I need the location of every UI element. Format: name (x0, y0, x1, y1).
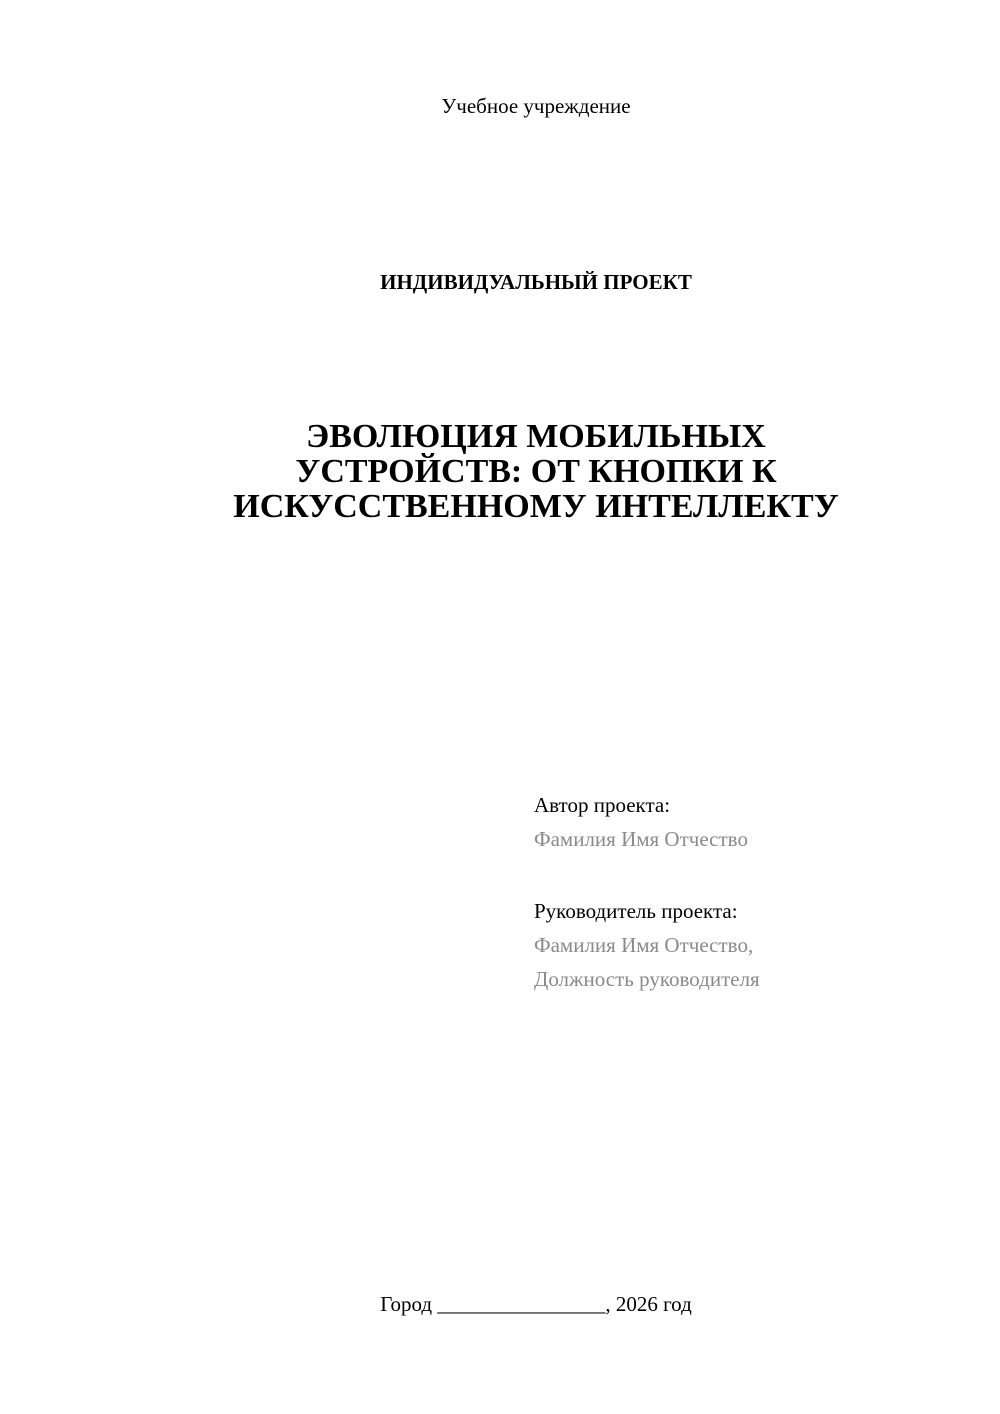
supervisor-position-placeholder: Должность руководителя (534, 967, 760, 991)
city-blank-line: ________________ (437, 1292, 606, 1316)
project-type-heading: ИНДИВИДУАЛЬНЫЙ ПРОЕКТ (380, 270, 692, 294)
project-title (150, 419, 922, 524)
author-block (534, 788, 954, 856)
project-title-line: ИСКУССТВЕННОМУ ИНТЕЛЛЕКТУ (233, 488, 839, 525)
supervisor-label: Руководитель проекта: (534, 899, 738, 923)
author-name-placeholder: Фамилия Имя Отчество (534, 827, 748, 851)
city-label: Город (380, 1292, 433, 1316)
institution-name: Учебное учреждение (441, 94, 631, 118)
credits-block (534, 788, 954, 1034)
author-label: Автор проекта: (534, 793, 671, 817)
city-year-footer (0, 1289, 1000, 1319)
project-title-line: ЭВОЛЮЦИЯ МОБИЛЬНЫХ (306, 418, 766, 455)
supervisor-block (534, 894, 954, 996)
supervisor-name-placeholder: Фамилия Имя Отчество, (534, 933, 754, 957)
project-title-line: УСТРОЙСТВ: ОТ КНОПКИ К (295, 453, 777, 490)
year-text: , 2026 год (605, 1292, 692, 1316)
